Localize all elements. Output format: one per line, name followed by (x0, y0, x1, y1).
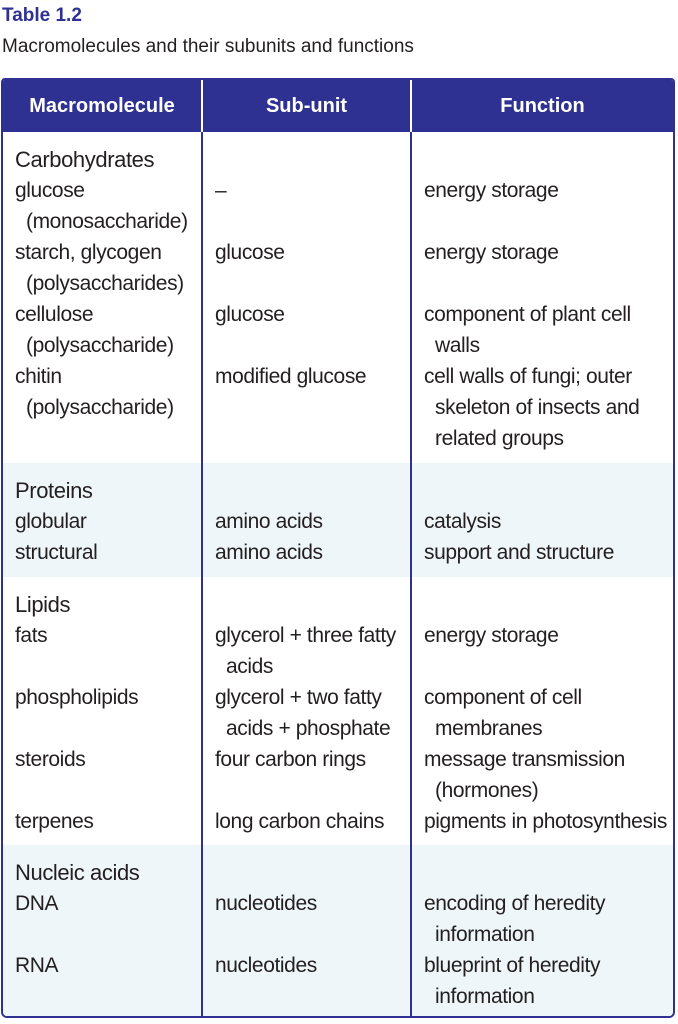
cell-line: starch, glycogen (15, 241, 162, 264)
group-column-macromolecule (3, 577, 203, 845)
cell-line: (polysaccharide) (26, 396, 174, 419)
cell-line: encoding of heredity (424, 892, 606, 915)
cell-line: steroids (15, 748, 86, 771)
cell-line: phospholipids (15, 686, 139, 709)
cell-line: catalysis (424, 510, 501, 533)
table-header-row (3, 80, 673, 132)
group-column-macromolecule (3, 845, 203, 1018)
cell-line: glucose (215, 241, 285, 264)
cell-line: blueprint of heredity (424, 954, 601, 977)
header-macromolecule: Macromolecule (3, 80, 203, 132)
cell-line: component of cell (424, 686, 582, 709)
table-group (3, 463, 673, 577)
cell-line: cellulose (15, 303, 94, 326)
group-column-subunit (203, 845, 412, 1018)
table-group (3, 577, 673, 845)
cell-macromolecule (15, 299, 201, 361)
group-title: Lipids (15, 592, 71, 617)
cell-function (424, 806, 673, 837)
group-column-subunit (203, 463, 412, 577)
cell-line: membranes (435, 717, 543, 740)
cell-line: support and structure (424, 541, 615, 564)
cell-line: component of plant cell (424, 303, 631, 326)
cell-line: structural (15, 541, 98, 564)
cell-line: long carbon chains (215, 810, 385, 833)
table-number: Table 1.2 (2, 5, 82, 26)
cell-line: (hormones) (435, 779, 539, 802)
cell-function (424, 175, 673, 237)
cell-macromolecule (15, 806, 201, 837)
cell-line: (polysaccharide) (26, 334, 174, 357)
cell-function (424, 237, 673, 299)
cell-subunit (215, 175, 410, 237)
group-title: Carbohydrates (15, 147, 155, 172)
cell-function (424, 888, 673, 950)
cell-line: chitin (15, 365, 62, 388)
cell-macromolecule (15, 537, 201, 568)
group-column-subunit (203, 577, 412, 845)
cell-function (424, 537, 673, 568)
cell-line: modified glucose (215, 365, 367, 388)
cell-line: message transmission (424, 748, 625, 771)
cell-line: information (435, 923, 535, 946)
cell-subunit (215, 537, 410, 568)
cell-line: glycerol + two fatty (215, 686, 382, 709)
table-caption: Macromolecules and their subunits and functions (2, 36, 414, 57)
cell-line: (monosaccharide) (26, 210, 188, 233)
cell-line: glucose (215, 303, 285, 326)
header-function: Function (500, 94, 585, 117)
cell-line: fats (15, 624, 48, 647)
cell-function (424, 506, 673, 537)
cell-line: nucleotides (215, 892, 317, 915)
group-title: Nucleic acids (15, 860, 140, 885)
cell-subunit (215, 506, 410, 537)
group-title: Proteins (15, 478, 93, 503)
cell-function (424, 620, 673, 682)
cell-line: RNA (15, 954, 59, 977)
cell-line: amino acids (215, 510, 323, 533)
group-column-macromolecule (3, 463, 203, 577)
cell-line: information (435, 985, 535, 1008)
table-group (3, 132, 673, 463)
cell-subunit (215, 299, 410, 361)
cell-line: energy storage (424, 624, 559, 647)
cell-macromolecule (15, 175, 201, 237)
cell-line: glucose (15, 179, 85, 202)
cell-line: globular (15, 510, 87, 533)
cell-line: nucleotides (215, 954, 317, 977)
cell-function (424, 361, 673, 454)
group-column-function (412, 845, 673, 1018)
cell-subunit (215, 744, 410, 806)
table-body (3, 132, 673, 1018)
table-group (3, 845, 673, 1018)
cell-macromolecule (15, 888, 201, 950)
cell-line: acids + phosphate (226, 717, 391, 740)
cell-function (424, 299, 673, 361)
cell-line: energy storage (424, 241, 559, 264)
group-column-function (412, 132, 673, 463)
cell-macromolecule (15, 950, 201, 1012)
cell-function (424, 744, 673, 806)
cell-subunit (215, 361, 410, 454)
cell-macromolecule (15, 744, 201, 806)
cell-macromolecule (15, 620, 201, 682)
cell-line: (polysaccharides) (26, 272, 184, 295)
cell-line: skeleton of insects and (435, 396, 640, 419)
cell-line: DNA (15, 892, 59, 915)
cell-line: cell walls of fungi; outer (424, 365, 632, 388)
header-subunit: Sub-unit (203, 80, 412, 132)
macromolecules-table (1, 78, 675, 1018)
group-column-function (412, 463, 673, 577)
cell-macromolecule (15, 682, 201, 744)
group-column-function (412, 577, 673, 845)
group-column-macromolecule (3, 132, 203, 463)
cell-function (424, 682, 673, 744)
cell-macromolecule (15, 237, 201, 299)
cell-line: glycerol + three fatty (215, 624, 396, 647)
cell-line: four carbon rings (215, 748, 366, 771)
group-column-subunit (203, 132, 412, 463)
cell-subunit (215, 806, 410, 837)
cell-subunit (215, 620, 410, 682)
cell-macromolecule (15, 506, 201, 537)
cell-line: related groups (435, 427, 564, 450)
cell-line: walls (435, 334, 480, 357)
cell-line: – (215, 179, 227, 202)
cell-function (424, 950, 673, 1012)
cell-line: amino acids (215, 541, 323, 564)
cell-line: pigments in photosynthesis (424, 810, 667, 833)
cell-macromolecule (15, 361, 201, 454)
cell-subunit (215, 682, 410, 744)
cell-subunit (215, 237, 410, 299)
cell-subunit (215, 950, 410, 1012)
cell-subunit (215, 888, 410, 950)
cell-line: terpenes (15, 810, 94, 833)
cell-line: acids (226, 655, 274, 678)
cell-line: energy storage (424, 179, 559, 202)
